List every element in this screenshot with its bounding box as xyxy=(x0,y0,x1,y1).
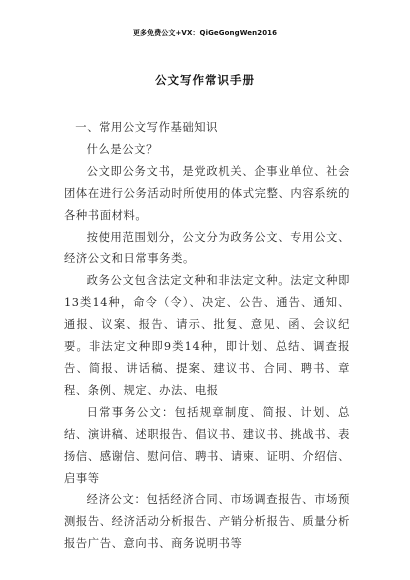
section-heading: 一、常用公文写作基础知识 xyxy=(75,121,219,134)
paragraph-daily-docs: 日常事务公文：包括规章制度、简报、计划、总结、演讲稿、述职报告、倡议书、建议书、挑战书、表扬信、感谢信、慰问信、聘书、请柬、证明、介绍信、启事等 xyxy=(64,405,350,485)
paragraph-classification: 按使用范围划分，公文分为政务公文、专用公文、经济公文和日常事务类。 xyxy=(64,230,350,266)
document-body xyxy=(64,117,350,555)
paragraph-economic-docs: 经济公文：包括经济合同、市场调查报告、市场预测报告、经济活动分析报告、产销分析报告、质量分析报告广告、意向书、商务说明书等 xyxy=(64,493,350,551)
document-title: 公文写作常识手册 xyxy=(155,73,255,87)
paragraph-government-docs: 政务公文包含法定文种和非法定文种。法定文种即13类14种，命令（令）、决定、公告、通告、通知、通报、议案、报告、请示、批复、意见、函、会议纪要。非法定文种即9类14种，即计划、总结、调查报告、简报、讲话稿、提案、建议书、合同、聘书、章程、条例、规定、办法、电报 xyxy=(64,274,350,397)
paragraph-definition: 公文即公务文书，是党政机关、企事业单位、社会团体在进行公务活动时所使用的体式完整、内容系统的各种书面材料。 xyxy=(64,164,350,222)
paragraph-question: 什么是公文？ xyxy=(86,142,158,156)
header-note: 更多免费公文+VX：QiGeGongWen2016 xyxy=(132,29,278,37)
